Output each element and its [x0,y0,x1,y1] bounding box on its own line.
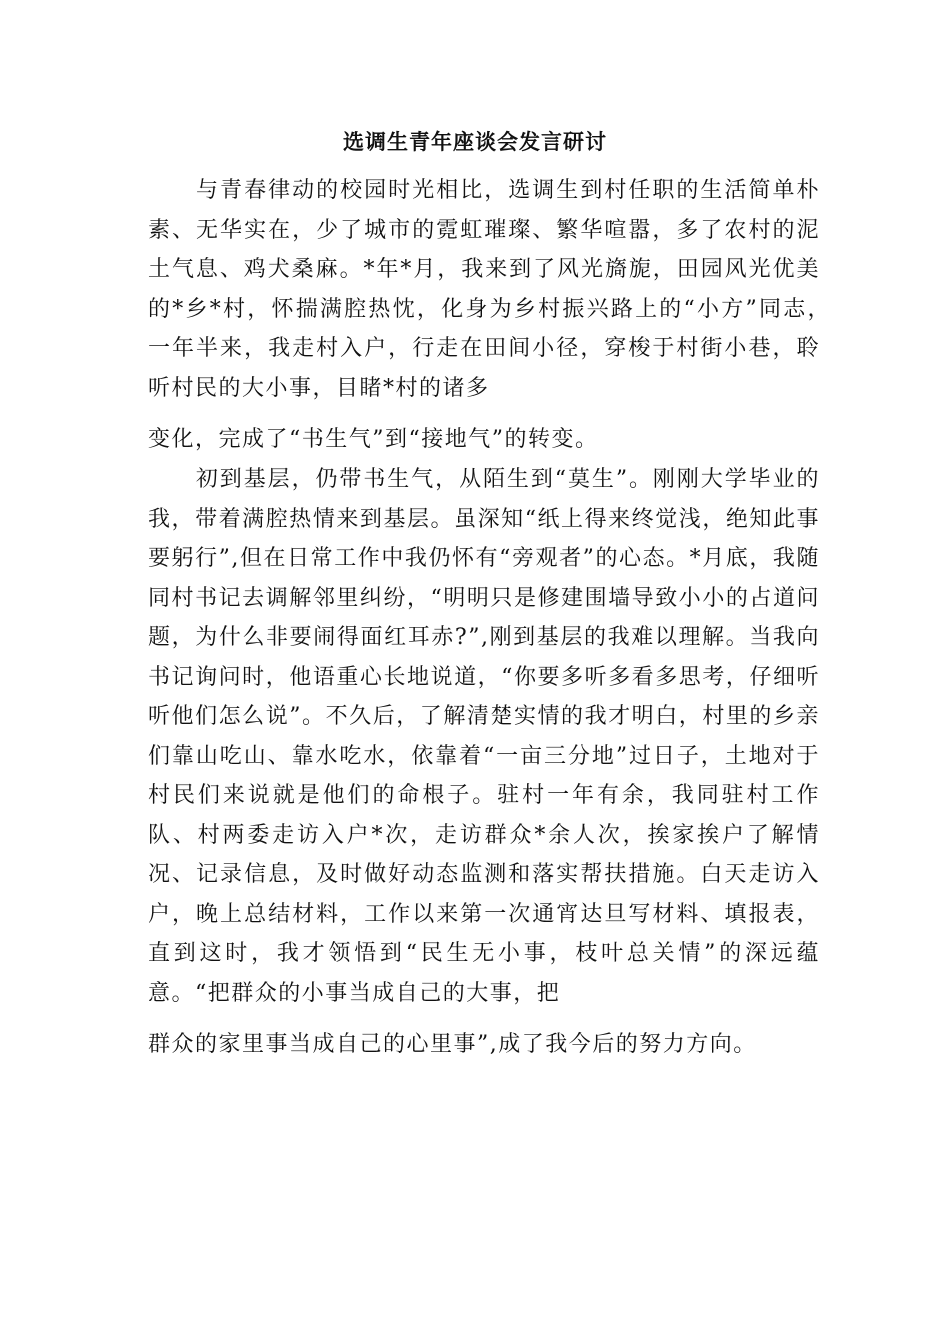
paragraph-1-gap [148,408,820,420]
paragraph-2-last-line: 群众的家里事当成自己的心里事”,成了我今后的努力方向。 [148,1032,757,1057]
paragraph-1-last-line: 变化，完成了“书生气”到“接地气”的转变。 [148,427,599,452]
paragraph-2-gap [148,1013,820,1025]
document-title: 选调生青年座谈会发言研讨 [343,129,607,154]
paragraph-1 [148,171,844,460]
paragraph-2 [148,460,820,1065]
paragraph-2-text: 初到基层，仍带书生气，从陌生到“莫生”。刚刚大学毕业的我，带着满腔热情来到基层。虽深知“纸上得来终觉浅，绝知此事要躬行”,但在日常工作中我仍怀有“旁观者”的心态。*月底，我随同村书记去调解邻里纠纷，“明明只是修建围墙导致小小的占道问题，为什么非要闹得面红耳赤?”,刚到基层的我难以理解。当我向书记询问时，他语重心长地说道，“你要多听多看多思考，仔细听听他们怎么说”。不久后，了解清楚实情的我才明白，村里的乡亲们靠山吃山、靠水吃水，依靠着“一亩三分地”过日子，土地对于村民们来说就是他们的命根子。驻村一年有余，我同驻村工作队、村两委走访入户*次，走访群众*余人次，挨家挨户了解情况、记录信息，及时做好动态监测和落实帮扶措施。白天走访入户，晚上总结材料，工作以来第一次通宵达旦写材料、填报表，直到这时，我才领悟到“民生无小事，枝叶总关情”的深远蕴意。“把群众的小事当成自己的大事，把 [148,467,820,1006]
paragraph-1-text: 与青春律动的校园时光相比，选调生到村任职的生活简单朴素、无华实在，少了城市的霓虹璀璨、繁华喧嚣，多了农村的泥土气息、鸡犬桑麻。*年*月，我来到了风光旖旎，田园风光优美的*乡*村，怀揣满腔热忱，化身为乡村振兴路上的“小方”同志， 一年半来，我走村入户，行走在田间小径，穿梭于村街小巷，聆听村民的大小事，目睹*村的诸多 [148,178,844,401]
